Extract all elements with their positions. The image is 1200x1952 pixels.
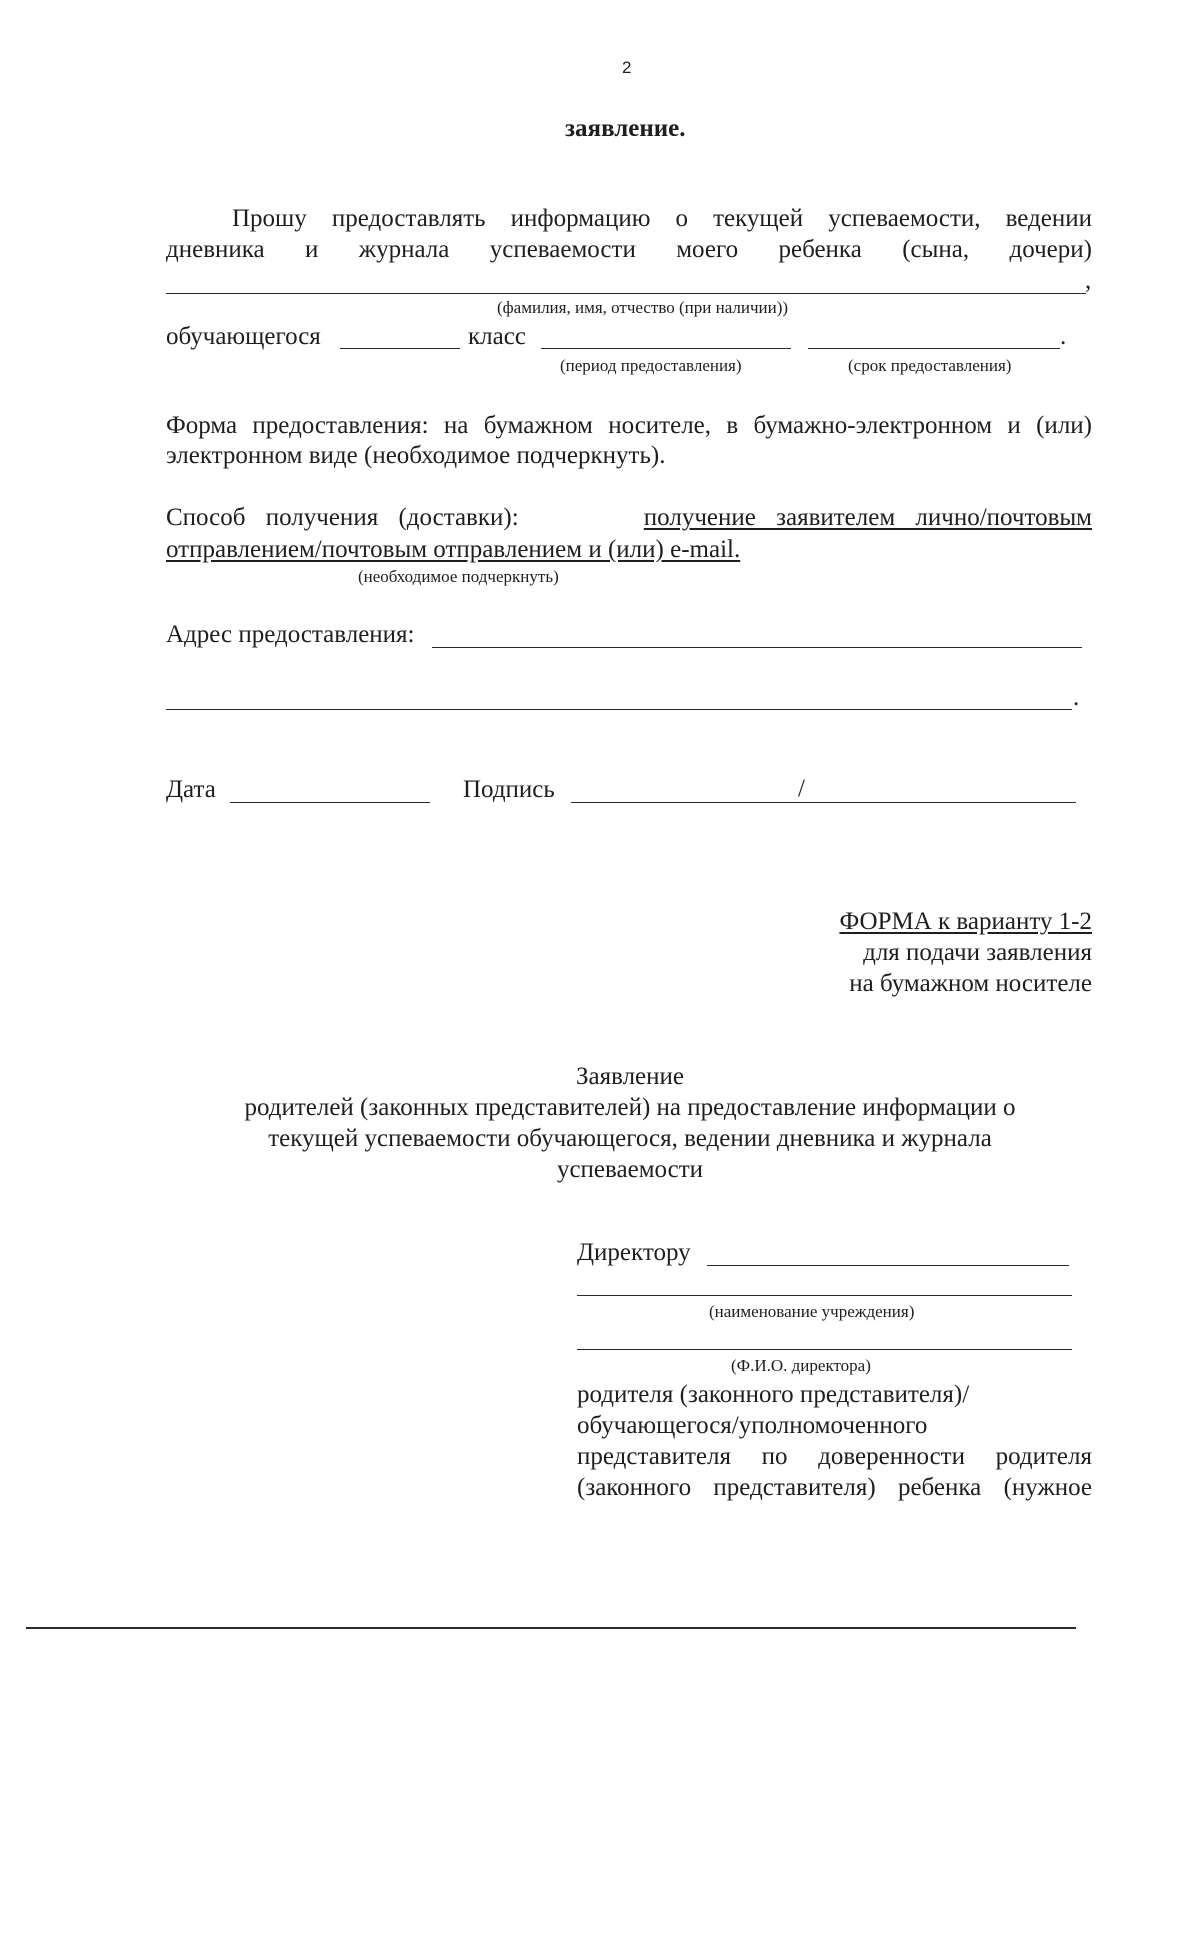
signature-fill-line [571,802,1076,803]
term-fill-line [808,348,1060,349]
address-fill-line-1 [432,647,1082,648]
student-label: обучающегося [166,323,321,350]
applicant-line-1: родителя (законного представителя)/ [577,1381,970,1408]
address-label: Адрес предоставления: [166,621,415,648]
form-note-line-2: для подачи заявления [863,939,1092,966]
delivery-line-1 [166,503,1092,533]
date-fill-line [230,802,430,803]
title-line-3: текущей успеваемости обучающегося, ведении дневника и журнала [268,1125,992,1152]
fio-comma: , [1085,267,1092,294]
title-line-1: Заявление [575,1063,685,1090]
top-heading: заявление. [565,115,686,142]
signature-label: Подпись [463,776,555,803]
director-label: Директору [577,1239,691,1266]
student-fill-line [340,348,460,349]
caption-institution: (наименование учреждения) [709,1302,915,1321]
delivery-prefix: Способ получения (доставки): [166,504,519,531]
director-name-fill-line [577,1349,1072,1350]
request-line-2: дневника и журнала успеваемости моего ребенка (сына, дочери) [166,236,1092,263]
applicant-line-4: (законного представителя) ребенка (нужное [577,1474,1092,1501]
delivery-options-2: отправлением/почтовым отправлением и (или) e-mail. [166,536,741,563]
period-fill-line [541,348,791,349]
fio-fill-line [166,293,1086,294]
caption-fio: (фамилия, имя, отчество (при наличии)) [497,298,789,317]
caption-term: (срок предоставления) [848,356,1012,375]
director-fill-line [707,1265,1069,1266]
form-note-line-3: на бумажном носителе [849,970,1092,997]
page-number: 2 [622,58,632,77]
class-dot: . [1060,323,1067,350]
title-line-2: родителей (законных представителей) на предоставление информации о [244,1094,1016,1121]
form-provision-line-2: электронном виде (необходимое подчеркнуть). [166,442,666,469]
signature-slash: / [798,775,805,802]
title-line-4: успеваемости [556,1156,704,1183]
caption-director: (Ф.И.О. директора) [731,1356,871,1375]
class-label: класс [468,323,526,350]
request-line-1: Прошу предоставлять информацию о текущей успеваемости, ведении [232,205,1092,232]
applicant-line-3: представителя по доверенности родителя [577,1443,1092,1470]
caption-period: (период предоставления) [560,356,742,375]
page-bottom-divider [26,1627,1076,1629]
caption-delivery: (необходимое подчеркнуть) [358,567,559,586]
address-fill-line-2 [166,709,1072,710]
form-provision-line-1: Форма предоставления: на бумажном носителе, в бумажно-электронном и (или) [166,412,1092,439]
date-label: Дата [166,776,216,803]
institution-fill-line [577,1295,1072,1296]
address-dot: . [1073,684,1080,711]
delivery-options-1: получение заявителем лично/почтовым [643,504,1092,531]
form-note-line-1: ФОРМА к варианту 1-2 [839,908,1092,935]
applicant-line-2: обучающегося/уполномоченного [577,1412,928,1439]
